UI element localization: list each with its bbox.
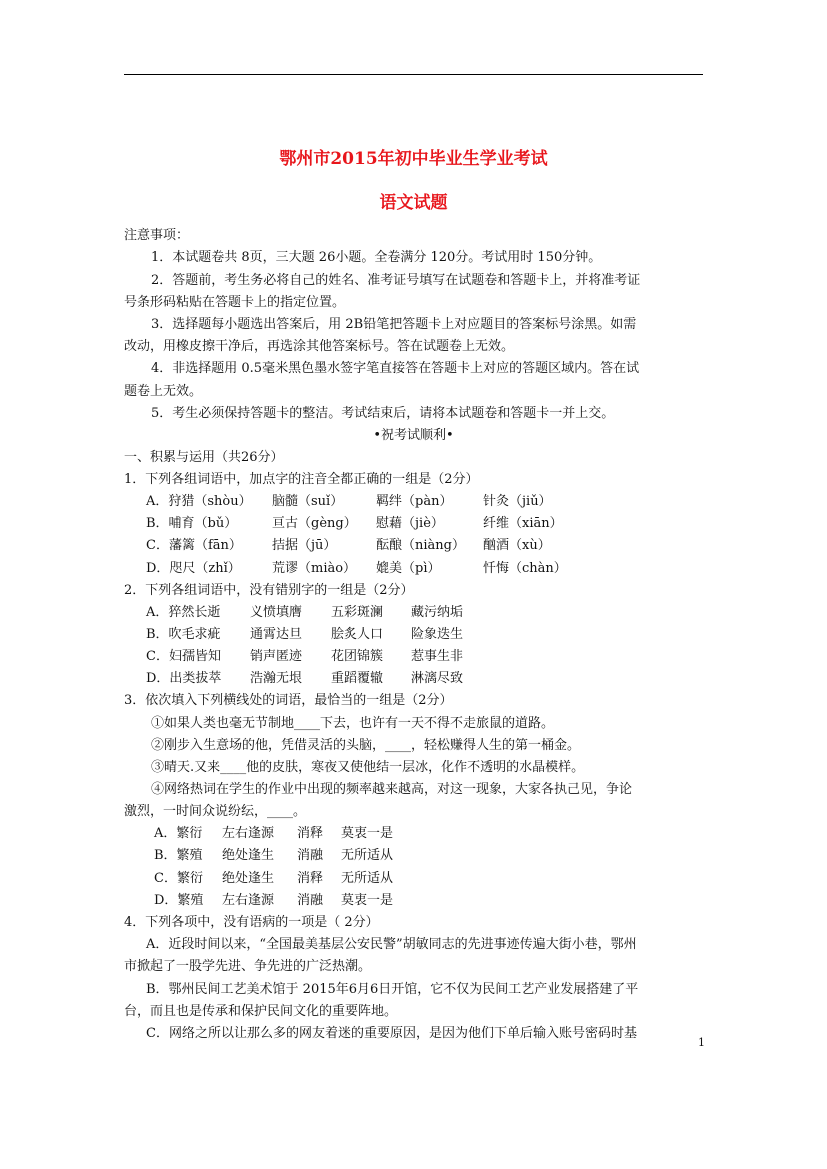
question-4-line: C．网络之所以让那么多的网友着迷的重要原因，是因为他们下单后输入账号密码时基 [146,1026,637,1041]
notice-item: 号条形码粘贴在答题卡上的指定位置。 [124,295,346,310]
header-rule [124,74,703,75]
question-3-stem: 3．依次填入下列横线处的词语，最恰当的一组是（2分） [124,693,453,708]
notice-item: 题卷上无效。 [124,384,203,399]
question-4-line: 市掀起了一股学先进、争先进的广泛热潮。 [124,959,372,974]
good-luck-wish: •祝考试顺利• [373,428,454,443]
question-3-sentence: ④网络热词在学生的作业中出现的频率越来越高，对这一现象，大家各执己见，争论 [151,782,633,797]
question-3-option-a: A．繁衍 左右逢源 消释 莫衷一是 [154,826,394,841]
question-3-sentence: ②刚步入生意场的他，凭借灵活的头脑，____，轻松赚得人生的第一桶金。 [151,738,581,753]
question-4-stem: 4．下列各项中，没有语病的一项是（ 2分） [124,915,379,930]
question-3-option-d: D．繁殖 左右逢源 消融 莫衷一是 [154,893,394,908]
notice-item: 3．选择题每小题选出答案后，用 2B铅笔把答题卡上对应题目的答案标号涂黑。如需 [151,317,637,332]
question-3-option-b: B．繁殖 绝处逢生 消融 无所适从 [154,848,394,863]
question-1-option-b: B．哺育（bǔ） 亘古（gèng） 慰藉（jiè） 纤维（xiān） [146,516,563,531]
exam-subtitle: 语文试题 [379,193,448,213]
question-2-option-d: D．出类拔萃 浩瀚无垠 重蹈覆辙 淋漓尽致 [146,671,464,686]
question-3-sentence: ①如果人类也毫无节制地____下去，也许有一天不得不走旅鼠的道路。 [151,716,555,731]
page-number: 1 [698,1036,705,1049]
notice-item: 5．考生必须保持答题卡的整洁。考试结束后，请将本试题卷和答题卡一并上交。 [151,406,615,421]
question-3-sentence: ③晴天.又来____他的皮肤，寒夜又使他结一层冰，化作不透明的水晶模样。 [151,760,585,775]
question-2-option-b: B．吹毛求疵 通霄达旦 脍炙人口 险象迭生 [146,627,464,642]
question-3-sentence: 激烈，一时间众说纷纭，____。 [124,804,307,819]
question-4-line: B．鄂州民间工艺美术馆于 2015年6月6日开馆，它不仅为民间工艺产业发展搭建了平 [146,982,639,997]
notice-item: 1．本试题卷共 8页，三大题 26小题。全卷满分 120分。考试用时 150分钟。 [151,250,602,265]
question-2-option-a: A．猝然长逝 义愤填膺 五彩斑澜 藏污纳垢 [146,605,464,620]
question-1-option-a: A．狩猎（shòu） 脑髓（suǐ） 羁绊（pàn） 针灸（jiǔ） [146,494,552,509]
question-4-line: A．近段时间以来，“全国最美基层公安民警”胡敏同志的先进事迹传遍大街小巷，鄂州 [146,937,637,952]
notice-item: 4．非选择题用 0.5毫米黑色墨水签字笔直接答在答题卡上对应的答题区域内。答在试 [151,361,640,376]
question-2-option-c: C．妇孺皆知 销声匿迹 花团锦簇 惹事生非 [146,649,464,664]
question-1-option-d: D．咫尺（zhǐ） 荒谬（miào） 媲美（pì） 忏悔（chàn） [146,561,567,576]
notice-item: 改动，用橡皮擦干净后，再选涂其他答案标号。答在试题卷上无效。 [124,339,515,354]
question-1-stem: 1．下列各组词语中，加点字的注音全都正确的一组是（2分） [124,472,479,487]
question-2-stem: 2．下列各组词语中，没有错别字的一组是（2分） [124,583,414,598]
question-3-option-c: C．繁衍 绝处逢生 消释 无所适从 [154,871,394,886]
section-heading: 一、积累与运用（共26分） [124,450,284,465]
question-1-option-c: C．藩篱（fān） 拮据（jū） 酝酿（niàng） 酗酒（xù） [146,538,551,553]
exam-title: 鄂州市2015年初中毕业生学业考试 [279,149,548,169]
question-4-line: 台，而且也是传承和保护民间文化的重要阵地。 [124,1004,398,1019]
notice-item: 2．答题前，考生务必将自己的姓名、准考证号填写在试题卷和答题卡上，并将准考证 [151,273,641,288]
notice-heading: 注意事项： [124,228,190,243]
